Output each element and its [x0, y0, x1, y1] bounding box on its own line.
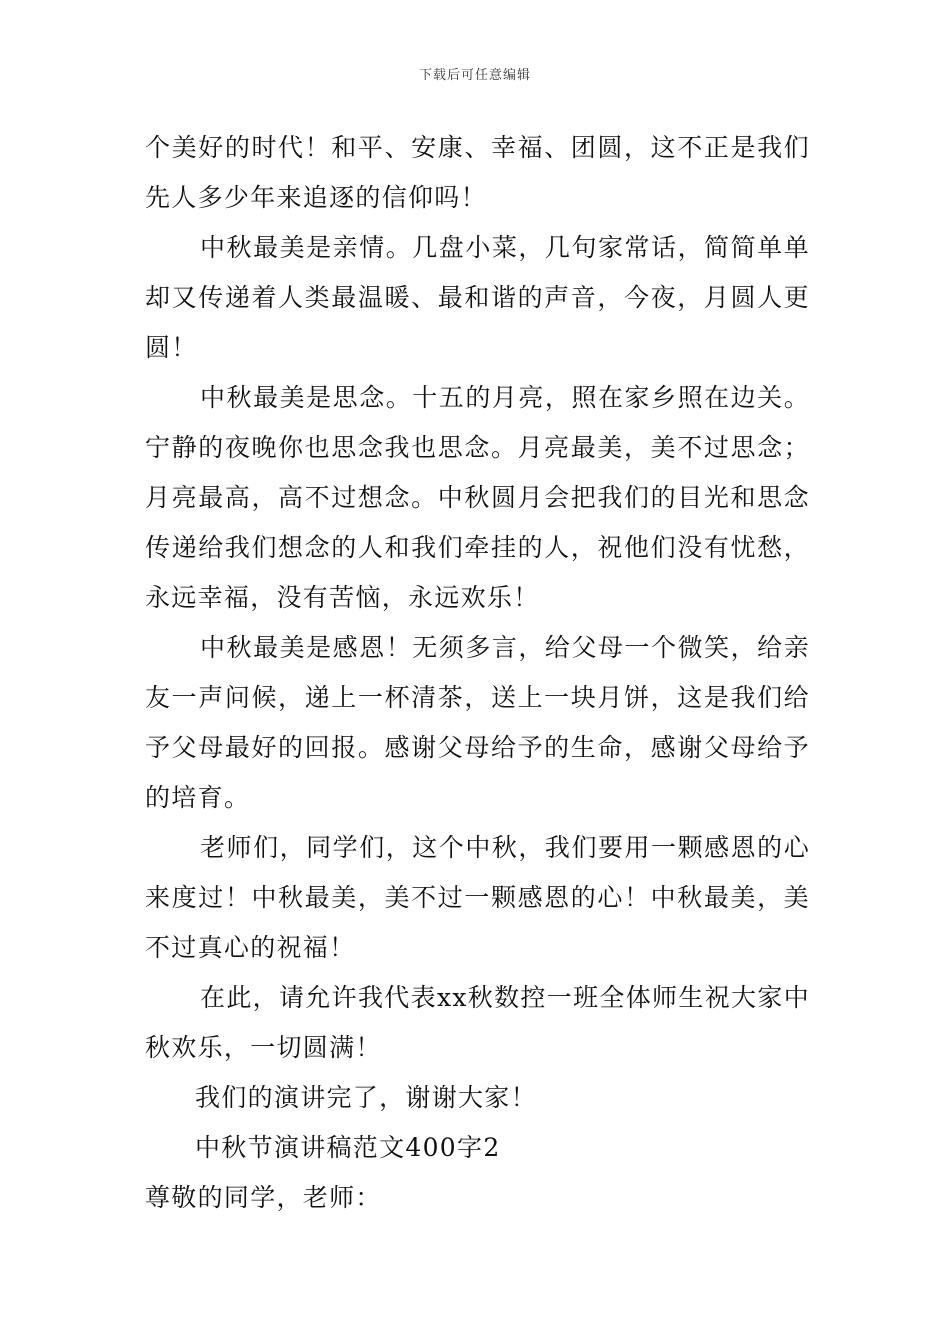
salutation: 尊敬的同学，老师： — [145, 1183, 382, 1212]
paragraph-wishes: 在此，请允许我代表xx秋数控一班全体师生祝大家中秋欢乐，一切圆满！ — [145, 983, 810, 1062]
paragraph-family: 中秋最美是亲情。几盘小菜，几句家常话，简简单单却又传递着人类最温暖、最和谐的声音，今夜，月圆人更圆！ — [145, 233, 810, 362]
page-header: 下载后可任意编辑 — [418, 68, 531, 83]
paragraph-continuation: 个美好的时代！和平、安康、幸福、团圆，这不正是我们先人多少年来追逐的信仰吗！ — [145, 133, 810, 212]
document-body — [145, 123, 810, 1223]
paragraph-address: 老师们，同学们，这个中秋，我们要用一颗感恩的心来度过！中秋最美，美不过一颗感恩的心！中秋最美，美不过真心的祝福！ — [145, 833, 810, 962]
paragraph-closing: 我们的演讲完了，谢谢大家！ — [195, 1083, 537, 1112]
paragraph-gratitude: 中秋最美是感恩！无须多言，给父母一个微笑，给亲友一声问候，递上一杯清茶，送上一块月饼，这是我们给予父母最好的回报。感谢父母给予的生命，感谢父母给予的培育。 — [145, 633, 810, 812]
paragraph-longing: 中秋最美是思念。十五的月亮，照在家乡照在边关。宁静的夜晚你也思念我也思念。月亮最美，美不过思念；月亮最高，高不过想念。中秋圆月会把我们的目光和思念传递给我们想念的人和我们牵挂的人，祝他们没有忧愁，永远幸福，没有苦恼，永远欢乐！ — [145, 383, 810, 612]
section-heading: 中秋节演讲稿范文400字2 — [195, 1133, 501, 1162]
